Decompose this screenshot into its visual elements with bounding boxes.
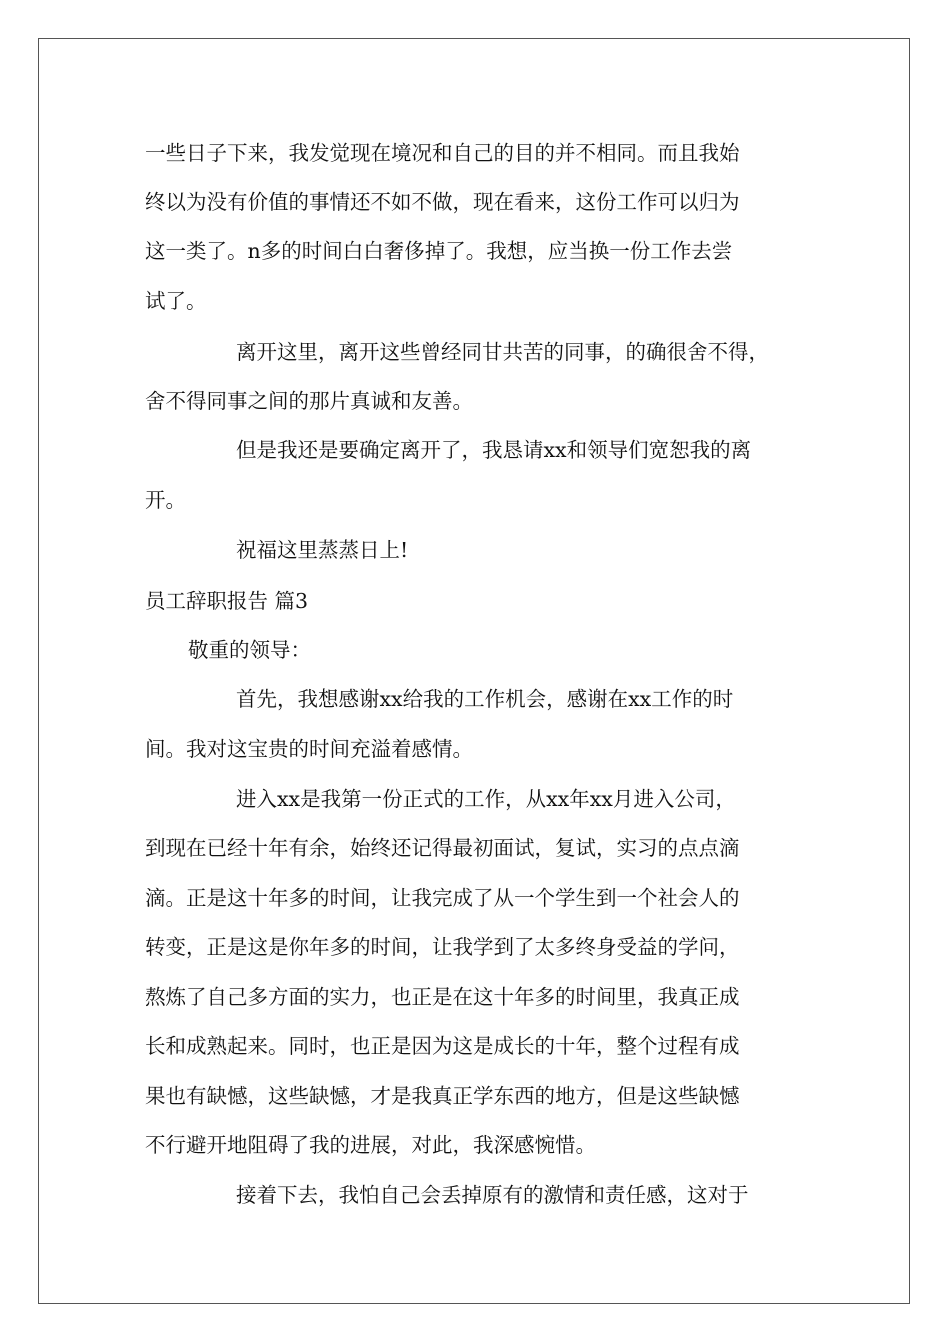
paragraph-line: 祝福这里蒸蒸日上! <box>236 538 409 562</box>
salutation: 敬重的领导： <box>188 638 311 662</box>
paragraph-line: 果也有缺憾，这些缺憾，才是我真正学东西的地方，但是这些缺憾 <box>145 1084 740 1108</box>
paragraph-line: 试了。 <box>145 289 207 313</box>
paragraph-line: 进入xx是我第一份正式的工作，从xx年xx月进入公司， <box>236 787 736 811</box>
paragraph-line: 不行避开地阻碍了我的进展，对此，我深感惋惜。 <box>145 1133 596 1157</box>
paragraph-line: 接着下去，我怕自己会丢掉原有的激情和责任感，这对于 <box>236 1183 749 1207</box>
paragraph-line: 开。 <box>145 488 186 512</box>
paragraph-line: 长和成熟起来。同时，也正是因为这是成长的十年，整个过程有成 <box>145 1034 740 1058</box>
paragraph-line: 这一类了。n多的时间白白奢侈掉了。我想，应当换一份工作去尝 <box>145 239 733 263</box>
section-heading: 员工辞职报告 篇3 <box>145 589 309 613</box>
paragraph-line: 熬炼了自己多方面的实力，也正是在这十年多的时间里，我真正成 <box>145 985 740 1009</box>
paragraph-line: 转变，正是这是你年多的时间，让我学到了太多终身受益的学问， <box>145 935 740 959</box>
paragraph-line: 但是我还是要确定离开了，我恳请xx和领导们宽恕我的离 <box>236 438 752 462</box>
paragraph-line: 一些日子下来，我发觉现在境况和自己的目的并不相同。而且我始 <box>145 141 740 165</box>
paragraph-line: 离开这里，离开这些曾经同甘共苦的同事，的确很舍不得， <box>236 340 769 364</box>
paragraph-line: 舍不得同事之间的那片真诚和友善。 <box>145 389 473 413</box>
page-frame <box>38 38 910 1304</box>
paragraph-line: 到现在已经十年有余，始终还记得最初面试，复试，实习的点点滴 <box>145 836 740 860</box>
paragraph-line: 首先，我想感谢xx给我的工作机会，感谢在xx工作的时 <box>236 687 734 711</box>
paragraph-line: 间。我对这宝贵的时间充溢着感情。 <box>145 737 473 761</box>
paragraph-line: 滴。正是这十年多的时间，让我完成了从一个学生到一个社会人的 <box>145 886 740 910</box>
paragraph-line: 终以为没有价值的事情还不如不做，现在看来，这份工作可以归为 <box>145 190 740 214</box>
